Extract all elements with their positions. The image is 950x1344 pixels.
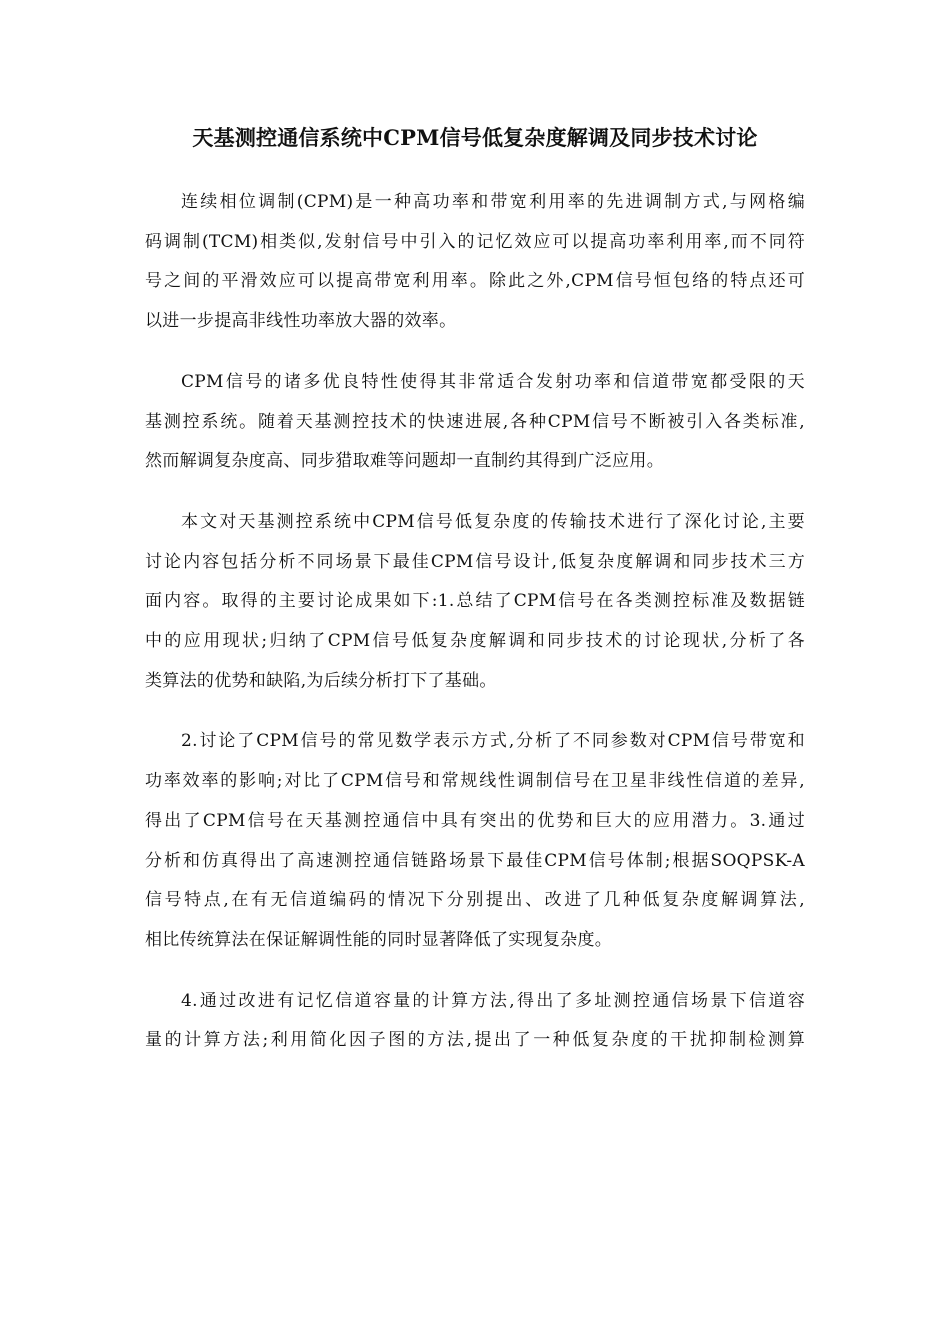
- text-line: CPM信号的诸多优良特性使得其非常适合发射功率和信道带宽都受限的天: [181, 371, 805, 392]
- text-line: 2.讨论了CPM信号的常见数学表示方式,分析了不同参数对CPM信号带宽和: [181, 731, 805, 752]
- paragraph-5: [145, 982, 805, 1061]
- text-line: 面内容。取得的主要讨论成果如下:1.总结了CPM信号在各类测控标准及数据链: [145, 591, 805, 612]
- text-line: 4.通过改进有记忆信道容量的计算方法,得出了多址测控通信场景下信道容: [181, 990, 805, 1011]
- text-line: 基测控系统。随着天基测控技术的快速进展,各种CPM信号不断被引入各类标准,: [145, 411, 805, 432]
- text-line: 分析和仿真得出了高速测控通信链路场景下最佳CPM信号体制;根据SOQPSK-A: [145, 850, 805, 871]
- text-line: 讨论内容包括分析不同场景下最佳CPM信号设计,低复杂度解调和同步技术三方: [145, 551, 805, 572]
- paragraph-2: [145, 363, 805, 482]
- text-line: 功率效率的影响;对比了CPM信号和常规线性调制信号在卫星非线性信道的差异,: [145, 771, 805, 792]
- text-line: 相比传统算法在保证解调性能的同时显著降低了实现复杂度。: [145, 929, 613, 950]
- text-line: 得出了CPM信号在天基测控通信中具有突出的优势和巨大的应用潜力。3.通过: [145, 810, 805, 831]
- document-title: 天基测控通信系统中CPM信号低复杂度解调及同步技术讨论: [192, 125, 758, 150]
- text-line: 连续相位调制(CPM)是一种高功率和带宽利用率的先进调制方式,与网格编: [181, 192, 805, 212]
- text-line: 然而解调复杂度高、同步猎取难等问题却一直制约其得到广泛应用。: [145, 451, 664, 472]
- text-line: 码调制(TCM)相类似,发射信号中引入的记忆效应可以提高功率利用率,而不同符: [145, 231, 805, 252]
- text-line: 本文对天基测控系统中CPM信号低复杂度的传输技术进行了深化讨论,主要: [181, 511, 805, 532]
- document-body: [145, 183, 805, 1082]
- text-line: 以进一步提高非线性功率放大器的效率。: [145, 311, 457, 332]
- paragraph-3: [145, 503, 805, 702]
- text-line: 号之间的平滑效应可以提高带宽利用率。除此之外,CPM信号恒包络的特点还可: [145, 271, 805, 292]
- text-line: 信号特点,在有无信道编码的情况下分别提出、改进了几种低复杂度解调算法,: [145, 890, 805, 911]
- text-line: 量的计算方法;利用简化因子图的方法,提出了一种低复杂度的干扰抑制检测算: [145, 1030, 805, 1051]
- paragraph-1: [145, 183, 805, 342]
- paragraph-4: [145, 722, 805, 960]
- text-line: 中的应用现状;归纳了CPM信号低复杂度解调和同步技术的讨论现状,分析了各: [145, 631, 805, 652]
- text-line: 类算法的优势和缺陷,为后续分析打下了基础。: [145, 670, 497, 691]
